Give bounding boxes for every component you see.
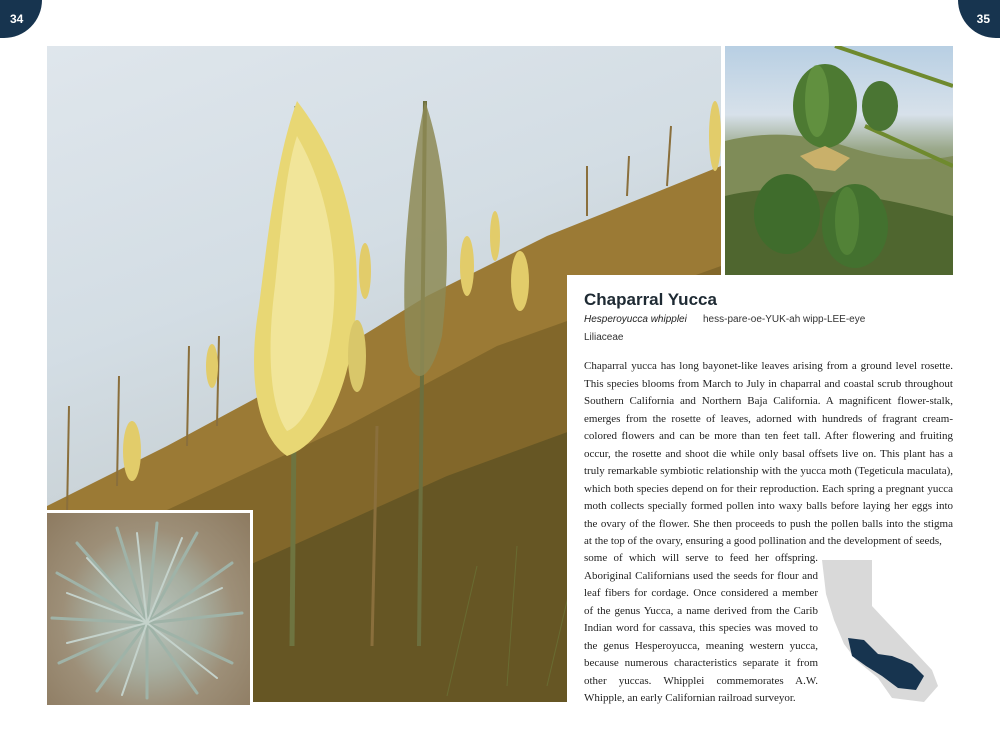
pronunciation: hess-pare-oe-YUK-ah wipp-LEE-eye <box>703 314 866 325</box>
description-paragraph: Chaparral yucca has long bayonet-like leaves arising from a ground level rosette. This species blooms from March to July in chaparral and coastal scrub throughout Southern California and Northern Baja California. A magnificent flower-stalk, emerges from the rosette of leaves, adorned with hundreds of fragrant cream-colored flowers and can be more than ten feet tall. After flowering and fruiting occur, the rosette and shoot die while only basal offsets live on. This plant has a truly remarkable symbiotic relationship with the yucca moth (Tegeticula maculata), which both species depend on for their reproduction. Each spring a pregnant yucca moth collects specially formed pollen into waxy balls before laying her eggs into the ovary of the flower. She then proceeds to push the pollen balls into the stigma at the top of the ovary, ensuring a good pollination and the development of seeds, <box>584 360 953 547</box>
yucca-fruit-photo <box>725 46 953 275</box>
description-paragraph-continued: some of which will serve to feed her offspring. Aboriginal Californians used the seeds for flour and leaf fibers for cordage. Once considered a member of the genus Yucca, a name derived from the Carib Indian word for cassava, this species was moved to the genus Hesperoyucca, meaning western yucca, because numerous characteristics separate it from other yuccas. Whipplei commemorates A.W. Whipple, an early Californian railroad surveyor. <box>584 552 818 704</box>
scientific-name <box>584 314 687 325</box>
yucca-rosette-photo <box>47 510 253 705</box>
page-number-left: 34 <box>0 0 42 38</box>
california-range-map <box>820 558 942 706</box>
scientific-name-text: Hesperoyucca whipplei <box>584 314 687 325</box>
family-name: Liliaceae <box>584 332 624 343</box>
species-title: Chaparral Yucca <box>584 290 717 309</box>
page-number-right: 35 <box>958 0 1000 38</box>
